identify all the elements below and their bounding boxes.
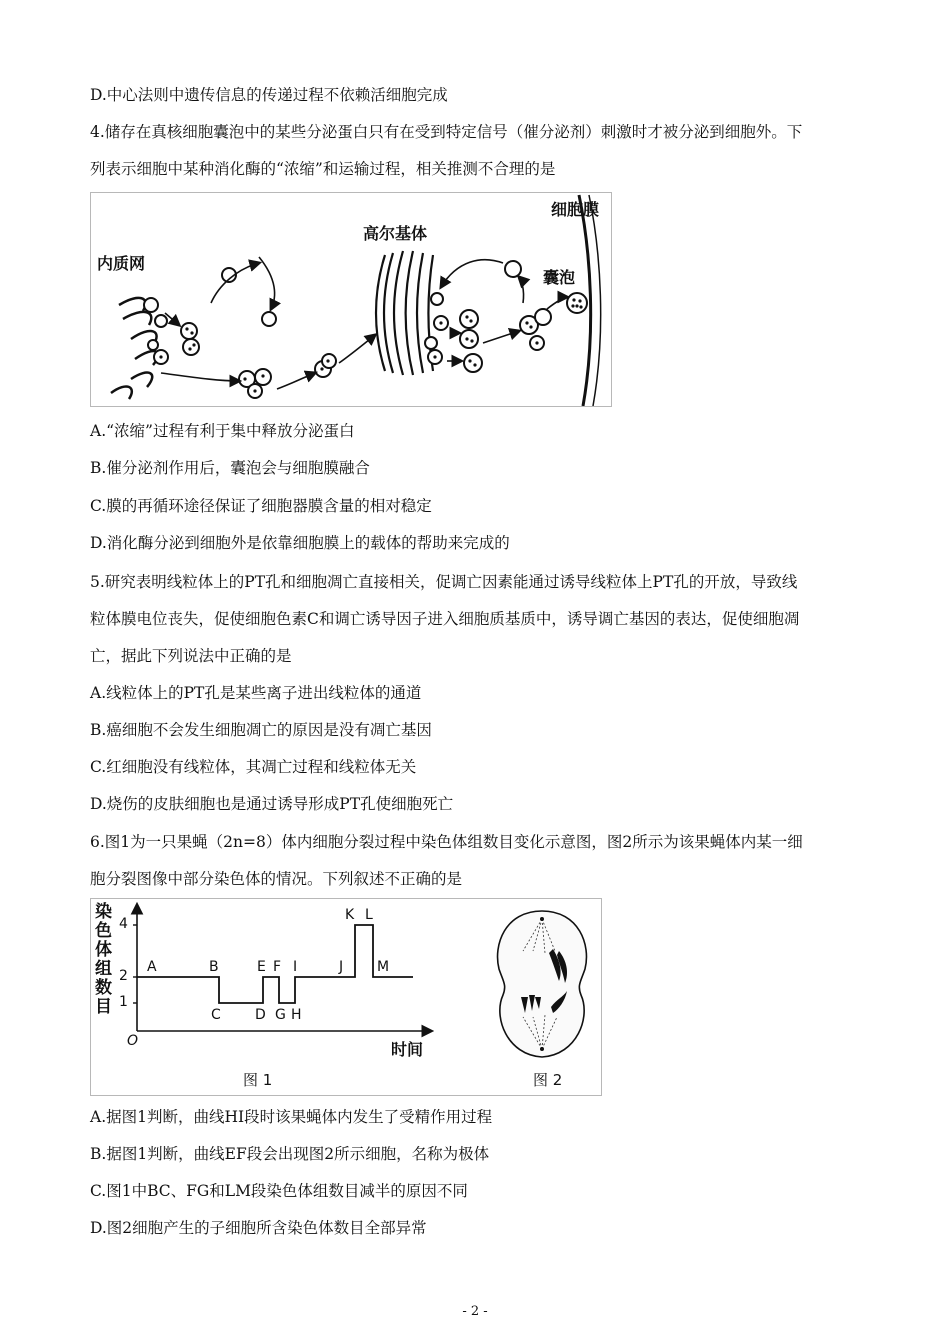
- y-tick-label: 2: [119, 968, 128, 984]
- er-label: 内质网: [97, 254, 146, 273]
- option-6d: D.图2细胞产生的子细胞所含染色体数目全部异常: [90, 1219, 427, 1237]
- question-5-stem-cont: 粒体膜电位丧失，促使细胞色素C和调亡诱导因子进入细胞质基质中，诱导调亡基因的表达，促使细胞凋: [90, 610, 800, 628]
- question-4-stem-cont: 列表示细胞中某种消化酶的“浓缩”和运输过程，相关推测不合理的是: [90, 160, 556, 178]
- x-axis-label: 时间: [391, 1040, 424, 1059]
- option-4a: A.“浓缩”过程有利于集中释放分泌蛋白: [90, 422, 355, 440]
- option-6c: C.图1中BC、FG和LM段染色体组数目减半的原因不同: [90, 1182, 468, 1200]
- option-4b: B.催分泌剂作用后，囊泡会与细胞膜融合: [90, 459, 370, 477]
- point-label-b: B: [209, 959, 219, 975]
- option-4d: D.消化酶分泌到细胞外是依靠细胞膜上的载体的帮助来完成的: [90, 534, 510, 552]
- y-axis-label: 染色体组数目: [95, 902, 112, 1017]
- origin-label: O: [127, 1033, 139, 1049]
- page-number: - 2 -: [462, 1304, 488, 1319]
- point-label-g: G: [275, 1007, 286, 1023]
- question-6-stem-cont: 胞分裂图像中部分染色体的情况。下列叙述不正确的是: [90, 870, 463, 888]
- option-5c: C.红细胞没有线粒体，其凋亡过程和线粒体无关: [90, 758, 417, 776]
- option-4c: C.膜的再循环途径保证了细胞器膜含量的相对稳定: [90, 497, 432, 515]
- question-5-stem: 5.研究表明线粒体上的PT孔和细胞凋亡直接相关，促调亡因素能通过诱导线粒体上PT孔的开放，导致线: [90, 573, 798, 591]
- chromosome-set-figures: [90, 898, 602, 1096]
- point-label-c: C: [211, 1007, 221, 1023]
- option-5a: A.线粒体上的PT孔是某些离子进出线粒体的通道: [90, 684, 422, 702]
- question-5-stem-end: 亡，据此下列说法中正确的是: [90, 647, 292, 665]
- option-6a: A.据图1判断，曲线HI段时该果蝇体内发生了受精作用过程: [90, 1108, 493, 1126]
- option-6b: B.据图1判断，曲线EF段会出现图2所示细胞，名称为极体: [90, 1145, 490, 1163]
- secretion-diagram: [90, 192, 612, 407]
- secretion-diagram-drawing: [91, 193, 611, 406]
- point-label-l: L: [365, 907, 373, 923]
- option-5d: D.烧伤的皮肤细胞也是通过诱导形成PT孔使细胞死亡: [90, 795, 454, 813]
- figure-1-caption: 图 1: [243, 1071, 273, 1089]
- point-label-e: E: [257, 959, 266, 975]
- figure-2-caption: 图 2: [533, 1071, 563, 1089]
- point-label-m: M: [377, 959, 390, 975]
- golgi-label: 高尔基体: [363, 224, 428, 243]
- vesicle-label: 囊泡: [543, 268, 576, 287]
- point-label-h: H: [291, 1007, 302, 1023]
- membrane-label: 细胞膜: [551, 200, 600, 219]
- question-6-stem: 6.图1为一只果蝇（2n=8）体内细胞分裂过程中染色体组数目变化示意图，图2所示为该果蝇体内某一细: [90, 833, 803, 851]
- point-label-f: F: [273, 959, 282, 975]
- option-5b: B.癌细胞不会发生细胞凋亡的原因是没有凋亡基因: [90, 721, 432, 739]
- point-label-d: D: [255, 1007, 266, 1023]
- point-label-j: J: [339, 959, 344, 975]
- point-label-a: A: [147, 959, 157, 975]
- y-tick-label: 1: [119, 994, 128, 1010]
- text-line: D.中心法则中遗传信息的传递过程不依赖活细胞完成: [90, 86, 448, 104]
- point-label-i: I: [293, 959, 298, 975]
- y-tick-label: 4: [119, 916, 128, 932]
- point-label-k: K: [345, 907, 355, 923]
- dividing-cell-image: [487, 905, 597, 1063]
- question-4-stem: 4.储存在真核细胞囊泡中的某些分泌蛋白只有在受到特定信号（催分泌剂）刺激时才被分泌到细胞外。下: [90, 123, 803, 141]
